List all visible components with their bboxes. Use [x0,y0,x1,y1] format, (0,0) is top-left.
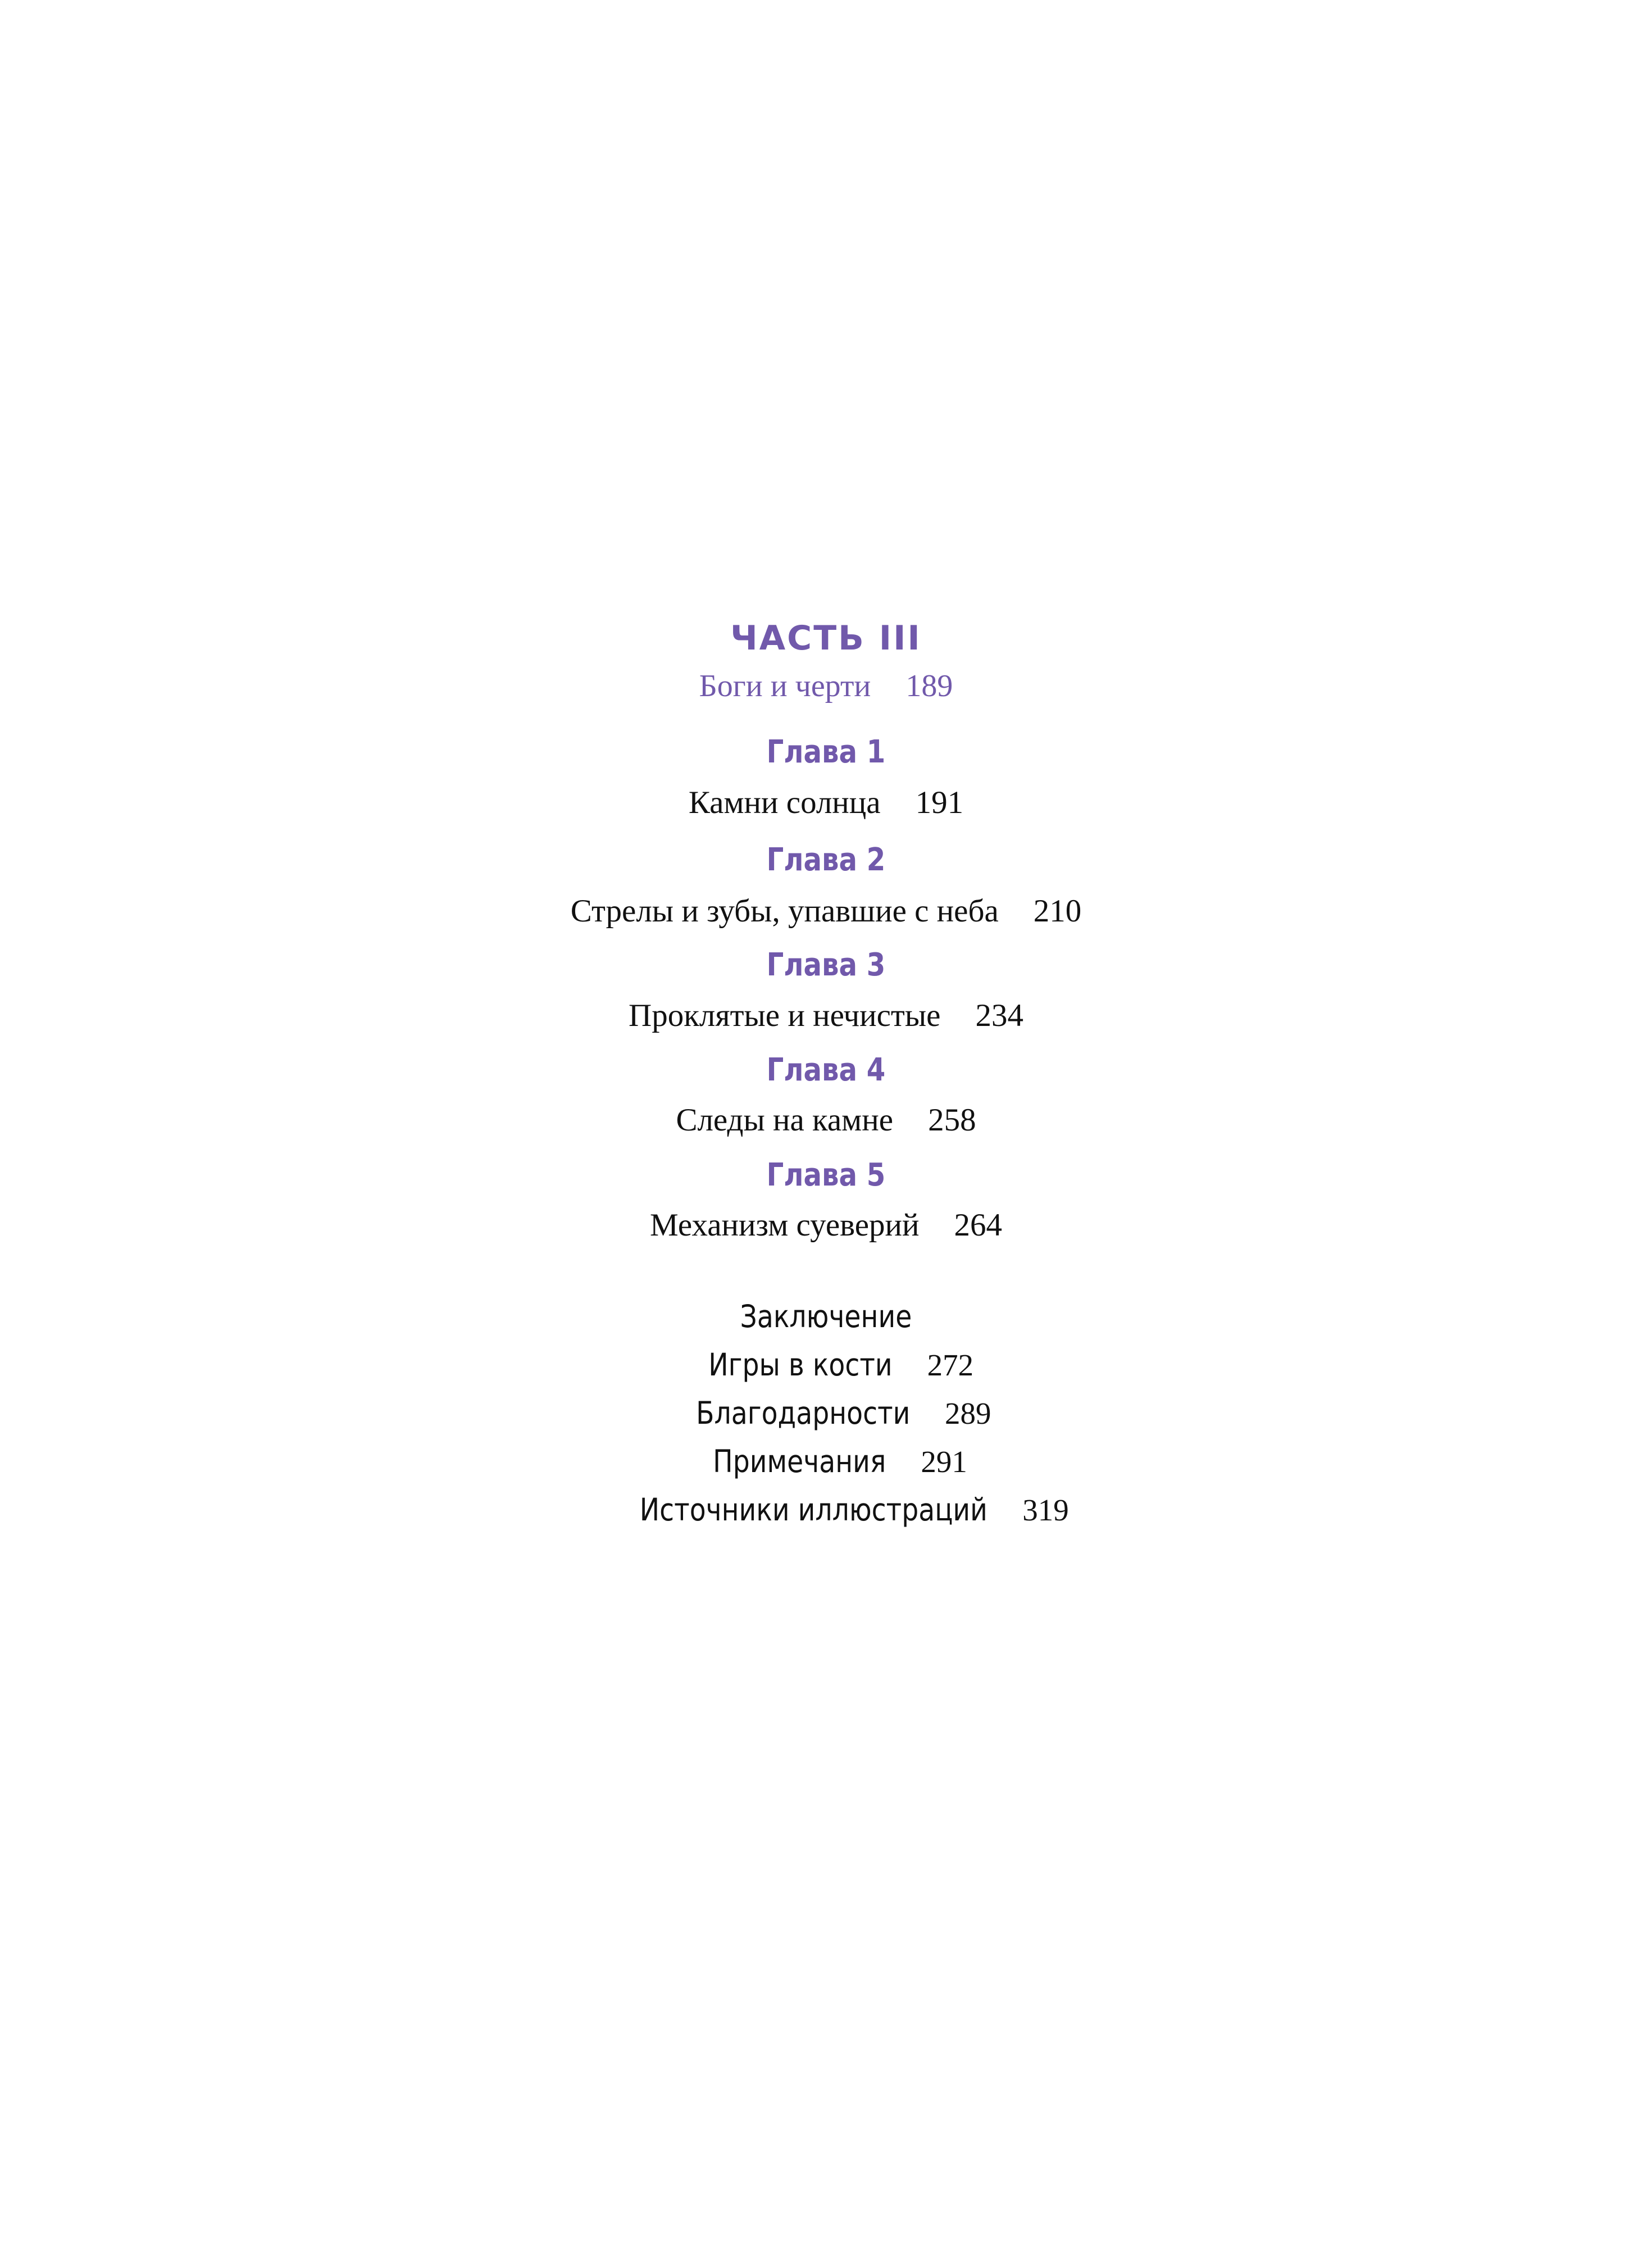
chapter-title: Стрелы и зубы, упавшие с неба [570,893,999,929]
back-matter-page-number: 291 [921,1445,967,1479]
chapter-title: Проклятые и нечистые [629,998,941,1033]
back-matter-title: Примечания [713,1443,886,1479]
back-matter-title: Игры в кости [708,1347,893,1383]
chapter-page-number: 191 [915,785,964,820]
back-matter-title: Благодарности [695,1395,910,1431]
chapter-label: Глава 3 [766,947,886,983]
back-matter-page-number: 272 [927,1348,974,1382]
chapter-title: Механизм суеверий [649,1207,920,1243]
part-page-number: 189 [905,669,953,703]
chapter-label: Глава 2 [766,842,886,878]
part-title: Боги и черти [699,669,871,703]
chapter-label: Глава 1 [766,734,886,770]
toc-entry-part[interactable] [0,670,1652,702]
back-matter-page-number: 289 [944,1396,991,1430]
toc-entry-chapter-5[interactable] [0,1209,1652,1241]
toc-entry-chapter-4[interactable] [0,1104,1652,1136]
chapter-label: Глава 4 [766,1052,886,1088]
toc-entry-back-matter[interactable] [0,1443,1652,1479]
chapter-page-number: 210 [1033,893,1082,929]
toc-entry-chapter-2[interactable] [0,895,1652,927]
chapter-page-number: 258 [928,1102,976,1138]
chapter-title: Камни солнца [688,785,881,820]
chapter-page-number: 264 [954,1207,1003,1243]
toc-entry-back-matter[interactable] [0,1492,1652,1528]
toc-entry-chapter-3[interactable] [0,1000,1652,1032]
back-matter-page-number: 319 [1022,1493,1069,1527]
back-matter-title: Источники иллюстраций [640,1492,988,1528]
chapter-title: Следы на камне [676,1102,894,1138]
chapter-label: Глава 5 [766,1157,886,1193]
toc-entry-back-matter[interactable] [0,1347,1652,1383]
conclusion-label: Заключение [740,1298,912,1334]
chapter-page-number: 234 [975,998,1023,1033]
toc-entry-back-matter[interactable] [0,1395,1652,1431]
toc-entry-chapter-1[interactable] [0,787,1652,819]
part-label: ЧАСТЬ III [730,619,922,658]
